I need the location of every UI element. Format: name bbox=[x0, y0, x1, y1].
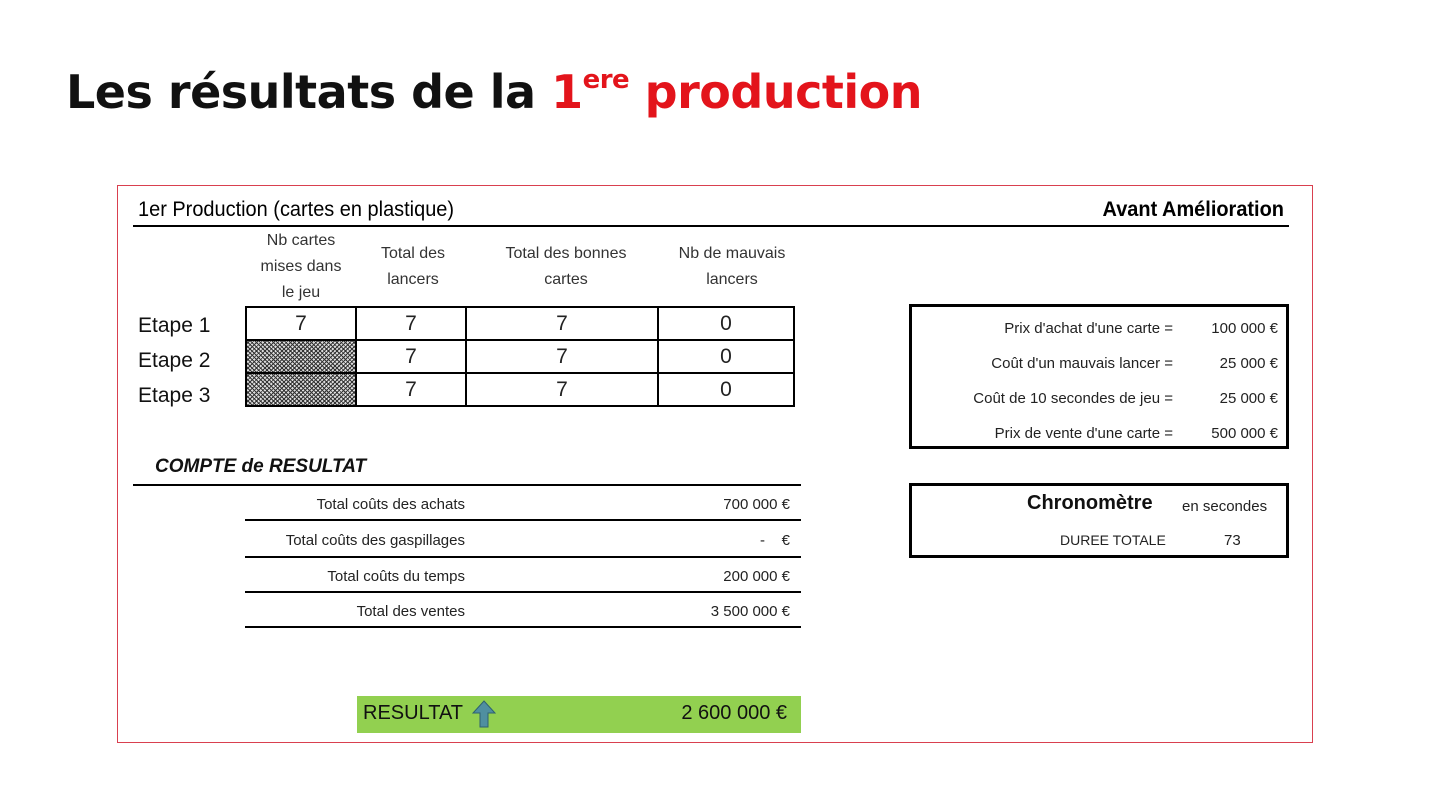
column-header-cartes: Nb cartes mises dans le jeu bbox=[260, 232, 342, 301]
cell-bonnes: 7 bbox=[466, 373, 658, 406]
production-table bbox=[245, 306, 795, 407]
compte-label-ventes: Total des ventes bbox=[356, 603, 465, 620]
cell-cartes-hatched bbox=[246, 373, 356, 406]
chrono-title: Chronomètre bbox=[1027, 492, 1153, 514]
row-label-etape-1: Etape 1 bbox=[138, 314, 211, 337]
row-label-etape-2: Etape 2 bbox=[138, 349, 211, 372]
compte-value-gaspillages: - € bbox=[759, 532, 790, 549]
row-divider bbox=[245, 556, 801, 558]
row-divider bbox=[245, 626, 801, 628]
param-value-vente: 500 000 € bbox=[1211, 425, 1278, 442]
resultat-value: 2 600 000 € bbox=[681, 702, 787, 724]
compte-label-achats: Total coûts des achats bbox=[316, 496, 465, 513]
compte-value-ventes: 3 500 000 € bbox=[710, 603, 790, 620]
column-header-lancers: Total des lancers bbox=[380, 245, 446, 288]
sheet-title: 1er Production (cartes en plastique) bbox=[138, 198, 455, 221]
duree-value: 73 bbox=[1224, 532, 1241, 549]
cell-cartes-hatched bbox=[246, 340, 356, 373]
cell-cartes: 7 bbox=[246, 307, 356, 340]
compte-value-achats: 700 000 € bbox=[723, 496, 790, 513]
column-header-bonnes: Total des bonnes cartes bbox=[505, 245, 627, 288]
compte-title: COMPTE de RESULTAT bbox=[155, 456, 367, 477]
cell-bonnes: 7 bbox=[466, 307, 658, 340]
param-value-temps: 25 000 € bbox=[1219, 390, 1278, 407]
cell-lancers: 7 bbox=[356, 373, 466, 406]
row-label-etape-3: Etape 3 bbox=[138, 384, 211, 407]
sheet-status-title: Avant Amélioration bbox=[1102, 198, 1284, 221]
cell-mauvais: 0 bbox=[658, 340, 794, 373]
param-value-achat: 100 000 € bbox=[1211, 320, 1278, 337]
cell-lancers: 7 bbox=[356, 307, 466, 340]
param-label-vente: Prix de vente d'une carte = bbox=[994, 425, 1173, 442]
duree-label: DUREE TOTALE bbox=[1060, 532, 1166, 548]
compte-divider bbox=[133, 484, 801, 486]
table-row bbox=[246, 340, 794, 373]
param-value-mauvais-lancer: 25 000 € bbox=[1219, 355, 1278, 372]
chrono-box bbox=[909, 483, 1289, 558]
cell-mauvais: 0 bbox=[658, 373, 794, 406]
parameters-box bbox=[909, 304, 1289, 449]
compte-label-temps: Total coûts du temps bbox=[327, 568, 465, 585]
table-row bbox=[246, 307, 794, 340]
resultat-label: RESULTAT bbox=[363, 702, 464, 724]
row-divider bbox=[245, 519, 801, 521]
cell-mauvais: 0 bbox=[658, 307, 794, 340]
cell-lancers: 7 bbox=[356, 340, 466, 373]
table-row bbox=[246, 373, 794, 406]
param-label-achat: Prix d'achat d'une carte = bbox=[1004, 320, 1173, 337]
title-highlight: 1ere production bbox=[551, 65, 922, 119]
row-divider bbox=[245, 591, 801, 593]
header-divider bbox=[133, 225, 1289, 227]
column-header-mauvais: Nb de mauvais lancers bbox=[678, 245, 786, 288]
title-prefix: Les résultats de la bbox=[66, 65, 552, 119]
cell-bonnes: 7 bbox=[466, 340, 658, 373]
param-label-temps: Coût de 10 secondes de jeu = bbox=[973, 390, 1173, 407]
up-arrow-icon bbox=[472, 700, 496, 733]
chrono-unit: en secondes bbox=[1182, 498, 1268, 515]
resultat-bar bbox=[357, 696, 801, 733]
compte-label-gaspillages: Total coûts des gaspillages bbox=[285, 532, 465, 549]
compte-value-temps: 200 000 € bbox=[723, 568, 790, 585]
param-label-mauvais-lancer: Coût d'un mauvais lancer = bbox=[991, 355, 1173, 372]
slide-title bbox=[66, 50, 922, 122]
